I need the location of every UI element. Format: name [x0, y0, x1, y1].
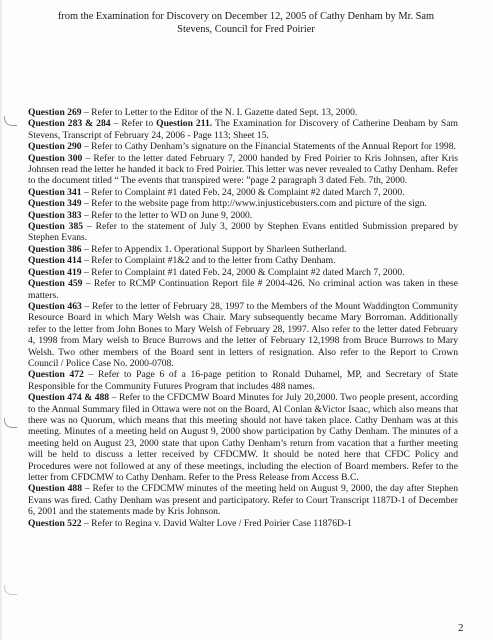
question-paragraph: Question 414 – Refer to Complaint #1&2 and to the letter from Cathy Denham.: [28, 255, 336, 267]
question-paragraph: Question 463 – Refer to the letter of February 28, 1997 to the Members of the Mount Waddington Community Resource Board in which Mary Welsh was Chair. Mary subsequently became Mary Borroman. Additionally refer to the letter from John Bones to Mary Welsh of February 28, 1997. Also refer to the letter dated February 4, 1998 from Mary welsh to Bruce Burrows and the letter of February 12,1998 from Bruce Burrows to Mary Welsh. Two other members of the Board sent in letters of resignation. Also refer to the Report to Crown Council / Police Case No. 2000-0708.: [28, 300, 458, 369]
question-paragraph: Question 300 – Refer to the letter dated February 7, 2000 handed by Fred Poirier to Kris Johnsen, after Kris Johnsen read the letter he handed it back to Fred Poirier. This letter was never revealed to Cathy Denham. Refer to the document titled “ The events that transpired were: ”page 2 paragraph 3 dated Feb. 7th, 2000.: [28, 152, 458, 187]
question-paragraph: Question 474 & 488 – Refer to the CFDCMW Board Minutes for July 20,2000. Two people present, according to the Annual Summary filed in Ottawa were not on the Board, Al Conlan &Victor Isaac, which also means that there was no Quorum, which means that this meeting should not have taken place. Cathy Denham was at this meeting. Minutes of a meeting held on August 9, 2000 show participation by Cathy Denham. The minutes of a meeting held on August 23, 2000 state that upon Cathy Denham’s return from vacation that a further meeting will be held to discuss a letter received by CFDCMW. It should be noted here that CFDC Policy and Procedures were not followed at any of these meetings, including the election of Board members. Refer to the letter from CFDCMW to Cathy Denham. Refer to the Press Release from Access B.C.: [28, 392, 458, 483]
question-paragraph: Question 383 – Refer to the letter to WD on June 9, 2000.: [28, 209, 253, 221]
question-paragraph: Question 522 – Refer to Regina v. David Walter Love / Fred Poirier Case 11876D-1: [28, 517, 352, 529]
page-header-text: from the Examination for Discovery on December 12, 2005 of Cathy Denham by Mr. Sam Stevens, Council for Fred Poirier: [57, 11, 435, 35]
question-paragraph: Question 269 – Refer to Letter to the Editor of the N. I. Gazette dated Sept. 13, 2000.: [28, 107, 358, 118]
page-number: 2: [458, 622, 464, 634]
question-paragraph: Question 472 – Refer to Page 6 of a 16-page petition to Ronald Duhamel, MP, and Secretary of State Responsible for the Community Futures Program that includes 488 names.: [28, 369, 458, 392]
question-paragraph: Question 349 – Refer to the website page from http://www.injusticebusters.com and picture of the sign.: [28, 198, 427, 210]
question-paragraph: Question 341 – Refer to Complaint #1 dated Feb. 24, 2000 & Complaint #2 dated March 7, 2000.: [28, 186, 405, 198]
question-paragraph: Question 283 & 284 – Refer to Question 211. The Examination for Discovery of Catherine Denham by Sam Stevens, Transcript of February 24, 2006 - Page 113; Sheet 15.: [28, 118, 458, 141]
question-paragraph: Question 459 – Refer to RCMP Continuation Report file # 2004-426. No criminal action was taken in these matters.: [28, 278, 458, 301]
margin-hook-mark: [4, 585, 17, 595]
question-paragraph: Question 385 – Refer to the statement of July 3, 2000 by Stephen Evans entitled Submission prepared by Stephen Evans.: [28, 221, 458, 244]
margin-hook-mark: [4, 418, 17, 428]
margin-hook-mark: [4, 116, 17, 126]
question-paragraph: Question 386 – Refer to Appendix 1. Operational Support by Sharleen Sutherland.: [28, 243, 347, 255]
questions-list: [28, 107, 458, 529]
page-edge-shadow: [0, 0, 3, 640]
question-paragraph: Question 419 – Refer to Complaint #1 dated Feb. 24, 2000 & Complaint #2 dated March 7, 2000.: [28, 266, 405, 278]
question-paragraph: Question 488 – Refer to the CFDCMW minutes of the meeting held on August 9, 2000, the day after Stephen Evans was fired. Cathy Denham was present and participatory. Refer to Court Transcript 1187D-1 of December 6, 2001 and the statements made by Kris Johnson.: [28, 483, 458, 518]
question-paragraph: Question 290 – Refer to Cathy Denham’s signature on the Financial Statements of the Annual Report for 1998.: [28, 141, 456, 153]
